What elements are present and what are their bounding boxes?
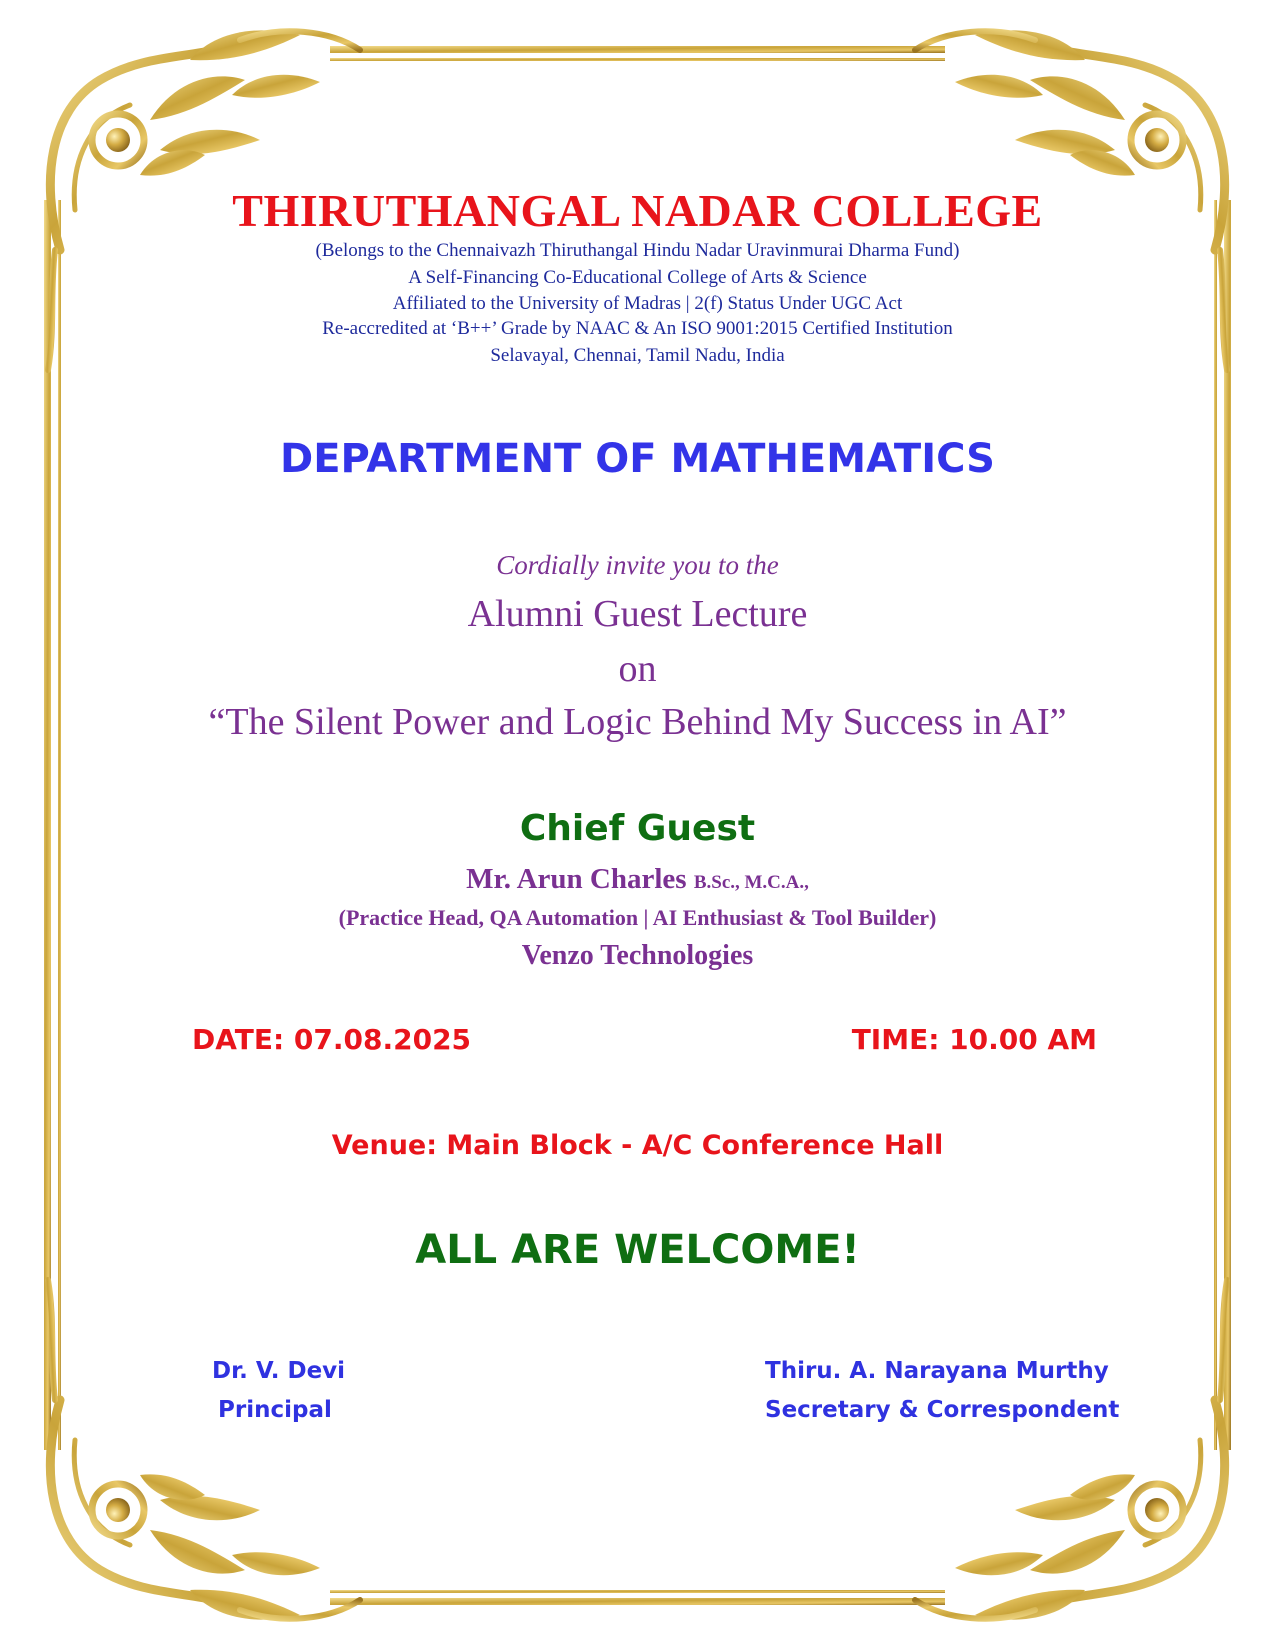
- chief-guest-degrees: B.Sc., M.C.A.,: [693, 872, 809, 893]
- college-location-line: Selavayal, Chennai, Tamil Nadu, India: [490, 345, 785, 366]
- event-time: TIME: 10.00 AM: [851, 1023, 1097, 1056]
- secretary-name: Thiru. A. Narayana Murthy: [765, 1358, 1109, 1384]
- college-accreditation-line: Re-accredited at ‘B++’ Grade by NAAC & An ISO 9001:2015 Certified Institution: [322, 318, 953, 339]
- invitation-intro: Cordially invite you to the: [496, 550, 779, 580]
- chief-guest-company: Venzo Technologies: [521, 940, 754, 971]
- welcome-message: ALL ARE WELCOME!: [415, 1227, 860, 1273]
- chief-guest-role: (Practice Head, QA Automation | AI Enthusiast & Tool Builder): [338, 905, 937, 930]
- corner-ornament-bottom-left: [48, 1280, 360, 1620]
- event-title: Alumni Guest Lecture: [467, 593, 808, 635]
- event-date: DATE: 07.08.2025: [192, 1023, 472, 1056]
- department-title: DEPARTMENT OF MATHEMATICS: [280, 436, 995, 482]
- event-connector: on: [618, 648, 657, 690]
- chief-guest-name: Mr. Arun Charles: [466, 863, 687, 895]
- chief-guest-name-line: [0, 863, 1275, 896]
- college-trust-line: (Belongs to the Chennaivazh Thiruthangal Hindu Nadar Uravinmurai Dharma Fund): [315, 240, 960, 261]
- chief-guest-heading: Chief Guest: [519, 808, 756, 849]
- college-affiliation-line: Affiliated to the University of Madras | 2(f) Status Under UGC Act: [392, 293, 903, 314]
- secretary-title: Secretary & Correspondent: [765, 1397, 1120, 1423]
- college-type-line: A Self-Financing Co-Educational College of Arts & Science: [408, 267, 867, 288]
- principal-title: Principal: [218, 1397, 332, 1423]
- principal-name: Dr. V. Devi: [212, 1358, 346, 1384]
- lecture-topic: “The Silent Power and Logic Behind My Success in AI”: [208, 701, 1067, 743]
- event-venue: Venue: Main Block - A/C Conference Hall: [331, 1130, 944, 1161]
- corner-ornament-bottom-right: [915, 1280, 1227, 1620]
- college-name: THIRUTHANGAL NADAR COLLEGE: [232, 185, 1043, 236]
